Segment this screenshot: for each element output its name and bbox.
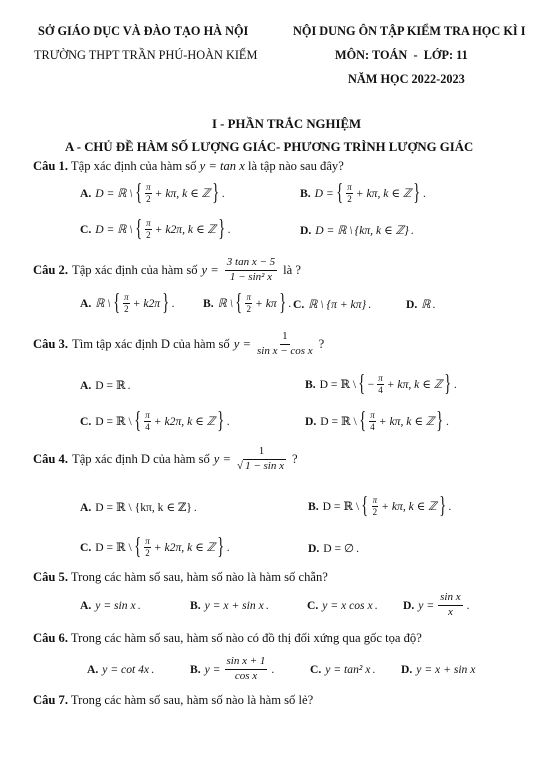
option-fraction: $\frac{\text{sin x + 1}}{\text{cos x}}$ xyxy=(226,655,266,682)
option-label: B. xyxy=(190,599,201,612)
option-label: C. xyxy=(307,599,319,612)
function-pre: y = xyxy=(213,451,232,466)
option-text: D = ∅ xyxy=(323,542,355,555)
q5-option-a[interactable]: A. y = sin x . xyxy=(80,599,141,612)
option-text: D = ℝ xyxy=(95,379,126,392)
option-label: D. xyxy=(305,414,317,428)
option-text: {kπ, k ∈ ℤ} xyxy=(354,224,409,237)
option-label: A. xyxy=(80,296,92,310)
option-text: ℝ xyxy=(421,298,431,311)
option-fraction: $\frac{\pi}{2}$ xyxy=(246,291,251,314)
option-label: D. xyxy=(308,541,320,555)
question-3 xyxy=(33,331,324,357)
question-function: y = tan x xyxy=(199,159,245,173)
question-tail: là ? xyxy=(283,262,301,277)
option-pre: D = xyxy=(314,186,334,200)
option-fraction: $\frac{\pi}{4}$ xyxy=(378,372,383,395)
q6-option-c[interactable]: C. y = tan² x . xyxy=(310,663,376,676)
department-name: SỞ GIÁO DỤC VÀ ĐÀO TẠO HÀ NỘI xyxy=(38,24,249,38)
option-label: C. xyxy=(310,663,322,676)
q6-option-b[interactable]: B. y = $\frac{\text{sin x + 1}}{\text{cos x}}$ . xyxy=(190,655,275,682)
question-6 xyxy=(33,631,422,646)
q2-option-c[interactable]: C. ℝ \ {π + kπ} . xyxy=(293,297,372,311)
question-label: Câu 2. xyxy=(33,262,68,277)
option-label: A. xyxy=(80,599,92,612)
question-label: Câu 5. xyxy=(33,570,68,584)
option-post: + k2π, k ∈ ℤ xyxy=(153,415,216,428)
question-text: Trong các hàm số sau, hàm số nào là hàm số lẻ? xyxy=(70,693,314,707)
option-post: + kπ, k ∈ ℤ xyxy=(355,187,412,200)
question-label: Câu 7. xyxy=(33,693,68,707)
option-label: C. xyxy=(80,540,92,554)
option-text: ℝ \ {π + kπ} xyxy=(308,298,367,311)
option-label: D. xyxy=(403,598,415,612)
question-text: Trong các hàm số sau, hàm số nào có đồ thị đối xứng qua gốc tọa độ? xyxy=(70,631,422,645)
question-1 xyxy=(33,159,344,174)
option-fraction: $\frac{\pi}{4}$ xyxy=(370,409,375,432)
option-label: A. xyxy=(80,500,92,514)
section-title: I - PHẦN TRẮC NGHIỆM xyxy=(212,117,362,131)
function-pre: y = xyxy=(201,262,219,277)
q5-option-c[interactable]: C. y = x cos x . xyxy=(307,599,378,612)
q1-option-b[interactable]: B. D = { $\frac{\pi}{2}$ + kπ, k ∈ ℤ } . xyxy=(300,180,426,206)
option-label: B. xyxy=(305,377,316,391)
option-fraction: $\frac{\pi}{2}$ xyxy=(347,181,352,204)
option-pre: y = xyxy=(204,662,221,676)
question-text: Tập xác định của hàm số xyxy=(72,262,198,277)
option-text: y = sin x xyxy=(95,599,136,612)
option-pre: ℝ \ xyxy=(95,297,111,310)
option-fraction: $\frac{\text{sin x}}{x}$ xyxy=(440,591,461,618)
question-label: Câu 1. xyxy=(33,159,68,173)
q4-option-c[interactable]: C. D = ℝ \ { $\frac{\pi}{2}$ + k2π, k ∈ ℤ } . xyxy=(80,534,230,560)
option-label: C. xyxy=(293,297,305,311)
option-pre: D = ℝ \ xyxy=(320,415,357,428)
question-2 xyxy=(33,257,301,283)
option-pre: D = ℝ \ xyxy=(95,415,132,428)
question-text: Trong các hàm số sau, hàm số nào là hàm số chẵn? xyxy=(70,570,328,584)
function-fraction: $\frac{1}{\text{sin x − cos x}}$ xyxy=(256,330,313,357)
option-pre: D = ℝ \ xyxy=(95,187,133,200)
option-text: y = x + sin x xyxy=(416,663,476,676)
option-label: D. xyxy=(300,223,312,237)
function-fraction: $\frac{1}{\text{√ 1 − sin x}}$ xyxy=(237,445,284,472)
option-text: y = x cos x xyxy=(322,599,373,612)
option-post: + kπ, k ∈ ℤ xyxy=(381,500,437,513)
question-tail: ? xyxy=(292,451,298,466)
function-pre: y = xyxy=(233,336,251,351)
q5-option-b[interactable]: B. y = x + sin x . xyxy=(190,599,269,612)
option-label: B. xyxy=(190,662,201,676)
option-fraction: $\frac{\pi}{4}$ xyxy=(145,409,150,432)
q6-option-d[interactable] xyxy=(401,663,477,676)
option-fraction: $\frac{\pi}{2}$ xyxy=(146,217,151,240)
q4-option-d[interactable]: D. D = ∅ . xyxy=(308,541,359,555)
option-text: y = cot 4x xyxy=(102,663,150,676)
option-label: D. xyxy=(406,297,418,311)
question-label: Câu 3. xyxy=(33,336,68,351)
q3-option-a[interactable]: A. D = ℝ . xyxy=(80,378,131,392)
question-tail: ? xyxy=(318,336,325,351)
option-text: y = x + sin x xyxy=(204,599,264,612)
option-label: C. xyxy=(80,414,92,428)
option-fraction: $\frac{\pi}{2}$ xyxy=(372,494,378,517)
option-text: D = ℝ \ {kπ, k ∈ ℤ} xyxy=(95,501,192,514)
option-post: + k2π, k ∈ ℤ xyxy=(153,541,216,554)
option-pre: D = ℝ \ xyxy=(95,223,133,236)
q6-option-a[interactable]: A. y = cot 4x . xyxy=(87,663,154,676)
question-label: Câu 4. xyxy=(33,451,68,466)
option-post: + k2π, k ∈ ℤ xyxy=(154,223,217,236)
question-text: Tập xác định D của hàm số xyxy=(72,451,210,466)
option-label: A. xyxy=(87,663,99,676)
q5-option-d[interactable]: D. y = $\frac{\text{sin x}}{x}$ . xyxy=(403,591,470,618)
option-pre: y = xyxy=(418,598,435,612)
q4-option-b[interactable]: B. D = ℝ \ { $\frac{\pi}{2}$ + kπ, k ∈ ℤ } . xyxy=(308,493,452,519)
q1-option-c[interactable]: C. D = ℝ \ { $\frac{\pi}{2}$ + k2π, k ∈ ℤ } . xyxy=(80,216,231,242)
option-fraction: $\frac{\pi}{2}$ xyxy=(124,291,129,314)
option-fraction: $\frac{\pi}{2}$ xyxy=(145,535,150,558)
option-label: A. xyxy=(80,378,92,392)
option-text: D = ℝ \ xyxy=(315,224,353,237)
option-label: A. xyxy=(80,186,92,200)
question-label: Câu 6. xyxy=(33,631,68,645)
subsection-title: A - CHỦ ĐỀ HÀM SỐ LƯỢNG GIÁC- PHƯƠNG TRÌNH LƯỢNG GIÁC xyxy=(65,140,474,154)
option-label: C. xyxy=(80,222,92,236)
q2-option-b[interactable]: B. ℝ \ { $\frac{\pi}{2}$ + kπ } . xyxy=(203,290,292,316)
option-label: D. xyxy=(401,663,413,676)
school-year: NĂM HỌC 2022-2023 xyxy=(348,72,465,86)
option-post: + kπ, k ∈ ℤ xyxy=(154,187,211,200)
option-pre: D = ℝ \ xyxy=(319,378,357,391)
question-text: Tìm tập xác định D của hàm số xyxy=(72,336,230,351)
question-4 xyxy=(33,446,298,472)
q3-option-c[interactable]: C. D = ℝ \ { $\frac{\pi}{4}$ + k2π, k ∈ ℤ } . xyxy=(80,408,230,434)
q4-option-a[interactable]: A. D = ℝ \ {kπ, k ∈ ℤ} . xyxy=(80,500,197,514)
option-post: + kπ, k ∈ ℤ xyxy=(386,378,443,391)
question-tail: là tập nào sau đây? xyxy=(248,159,344,173)
option-label: B. xyxy=(203,296,214,310)
option-pre: ℝ \ xyxy=(217,297,233,310)
option-pre: D = ℝ \ xyxy=(95,541,132,554)
q2-option-a[interactable]: A. ℝ \ { $\frac{\pi}{2}$ + k2π } . xyxy=(80,290,175,316)
function-fraction: $\frac{\text{3 tan x − 5}}{\text{1 − sin² x}}$ xyxy=(226,256,276,283)
option-text: y = tan² x xyxy=(325,663,371,676)
option-post: + k2π xyxy=(132,296,161,310)
q3-option-b[interactable]: B. D = ℝ \ { − $\frac{\pi}{4}$ + kπ, k ∈ ℤ } . xyxy=(305,371,457,397)
q1-option-a[interactable]: A. D = ℝ \ { $\frac{\pi}{2}$ + kπ, k ∈ ℤ } . xyxy=(80,180,225,206)
question-text: Tập xác định của hàm số xyxy=(70,159,197,173)
option-fraction: $\frac{\pi}{2}$ xyxy=(146,181,151,204)
option-post: + kπ, k ∈ ℤ xyxy=(378,415,435,428)
option-post: + kπ xyxy=(255,296,277,310)
question-7 xyxy=(33,693,313,708)
subject-grade: MÔN: TOÁN - LỚP: 11 xyxy=(335,48,468,62)
q1-option-d[interactable]: D. D = ℝ \ {kπ, k ∈ ℤ} . xyxy=(300,223,414,237)
exam-title: NỘI DUNG ÔN TẬP KIỂM TRA HỌC KÌ I xyxy=(293,24,526,38)
option-label: B. xyxy=(300,186,311,200)
option-label: B. xyxy=(308,499,319,513)
q3-option-d[interactable]: D. D = ℝ \ { $\frac{\pi}{4}$ + kπ, k ∈ ℤ } . xyxy=(305,408,449,434)
school-name: TRƯỜNG THPT TRẦN PHÚ-HOÀN KIẾM xyxy=(34,48,258,62)
q2-option-d[interactable]: D. ℝ . xyxy=(406,297,436,311)
question-5 xyxy=(33,570,328,585)
option-pre: D = ℝ \ xyxy=(322,500,360,513)
